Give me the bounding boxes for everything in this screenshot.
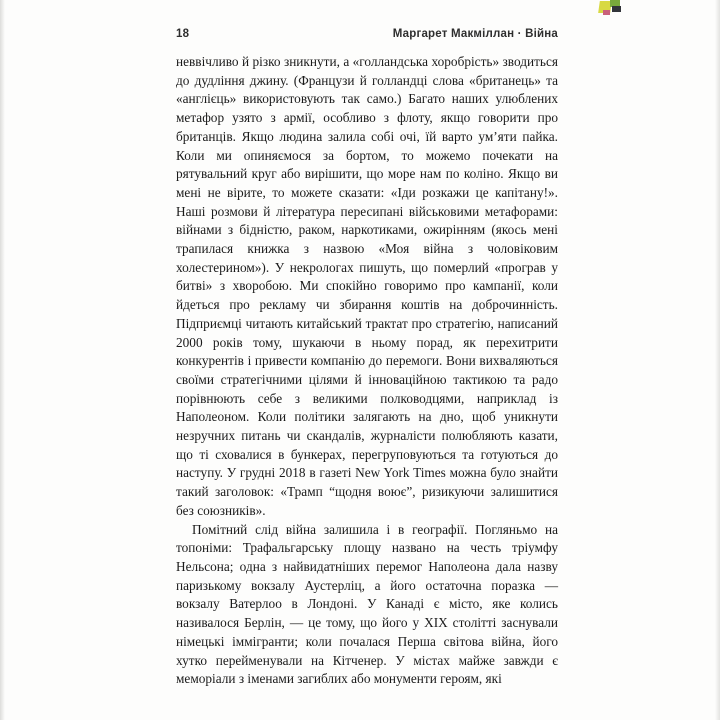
corner-mark-dark <box>612 6 621 12</box>
page-edge-right <box>715 0 720 720</box>
running-head: Маргарет Макміллан · Війна <box>392 28 558 40</box>
page-number: 18 <box>176 28 190 40</box>
paragraph: неввічливо й різко зникнути, а «голландська хоробрість» зводиться до дудління джину. (Французи й голландці слова «британець» та «англієць» використовують так само.) Багато наших улюблених метафор узято з армії, особливо з флоту, якщо говорити про британців. Якщо людина залила собі очі, їй варто ум’яти пайка. Коли ми опиняємося за бортом, то можемо почекати на рятувальний круг або вирішити, що море нам по коліно. Якщо ви мені не вірите, то можете сказати: «Іди розкажи це капітану!». Наші розмови й література пересипані військовими метафорами: війнами з бідністю, раком, наркотиками, ожирінням (якось мені трапилася книжка з назвою «Моя війна з чоловіковим холестерином»). У некрологах пишуть, що померлий «програв у битві» з хворобою. Ми спокійно говоримо про кампанії, коли йдеться про рекламу чи збирання коштів на доброчинність. Підприємці читають китайський трактат про стратегію, написаний 2000 років тому, шукаючи в ньому порад, як перехитрити конкурентів і привести компанію до перемоги. Вони вихваляються своїми стратегічними цілями й інноваційною тактикою та радо порівнюють себе з великими полководцями, наприклад із Наполеоном. Коли політики залягають на дно, щоб уникнути незручних питань чи скандалів, журналісти полюбляють казати, що ті сховалися в бункерах, перегруповуються та готуються до наступу. У грудні 2018 в газеті New York Times можна було знайти такий заголовок: «Трамп “щодня воює”, ризикуючи залишитися без союзників». <box>176 54 558 518</box>
page-edge-left <box>0 0 5 720</box>
corner-mark-icon <box>597 0 623 16</box>
paragraph: Помітний слід війна залишила і в географії. Погляньмо на топоніми: Трафальгарську площу названо на честь тріумфу Нельсона; одна з найвидатніших перемог Наполеона дала назву паризькому вокзалу Аустерліц, а його остаточна поразка — вокзалу Ватерлоо в Лондоні. У Канаді є місто, яке колись називалося Берлін, — це тому, що його у XIX столітті заснували німецькі іммігранти; коли почалася Перша світова війна, його хутко перейменували на Кітченер. У містах майже завжди є меморіали з іменами загиблих або монументи героям, які <box>176 521 558 687</box>
page-header <box>176 28 558 40</box>
corner-mark-pink <box>603 10 610 15</box>
page-content <box>176 28 558 689</box>
page-body <box>176 53 558 689</box>
